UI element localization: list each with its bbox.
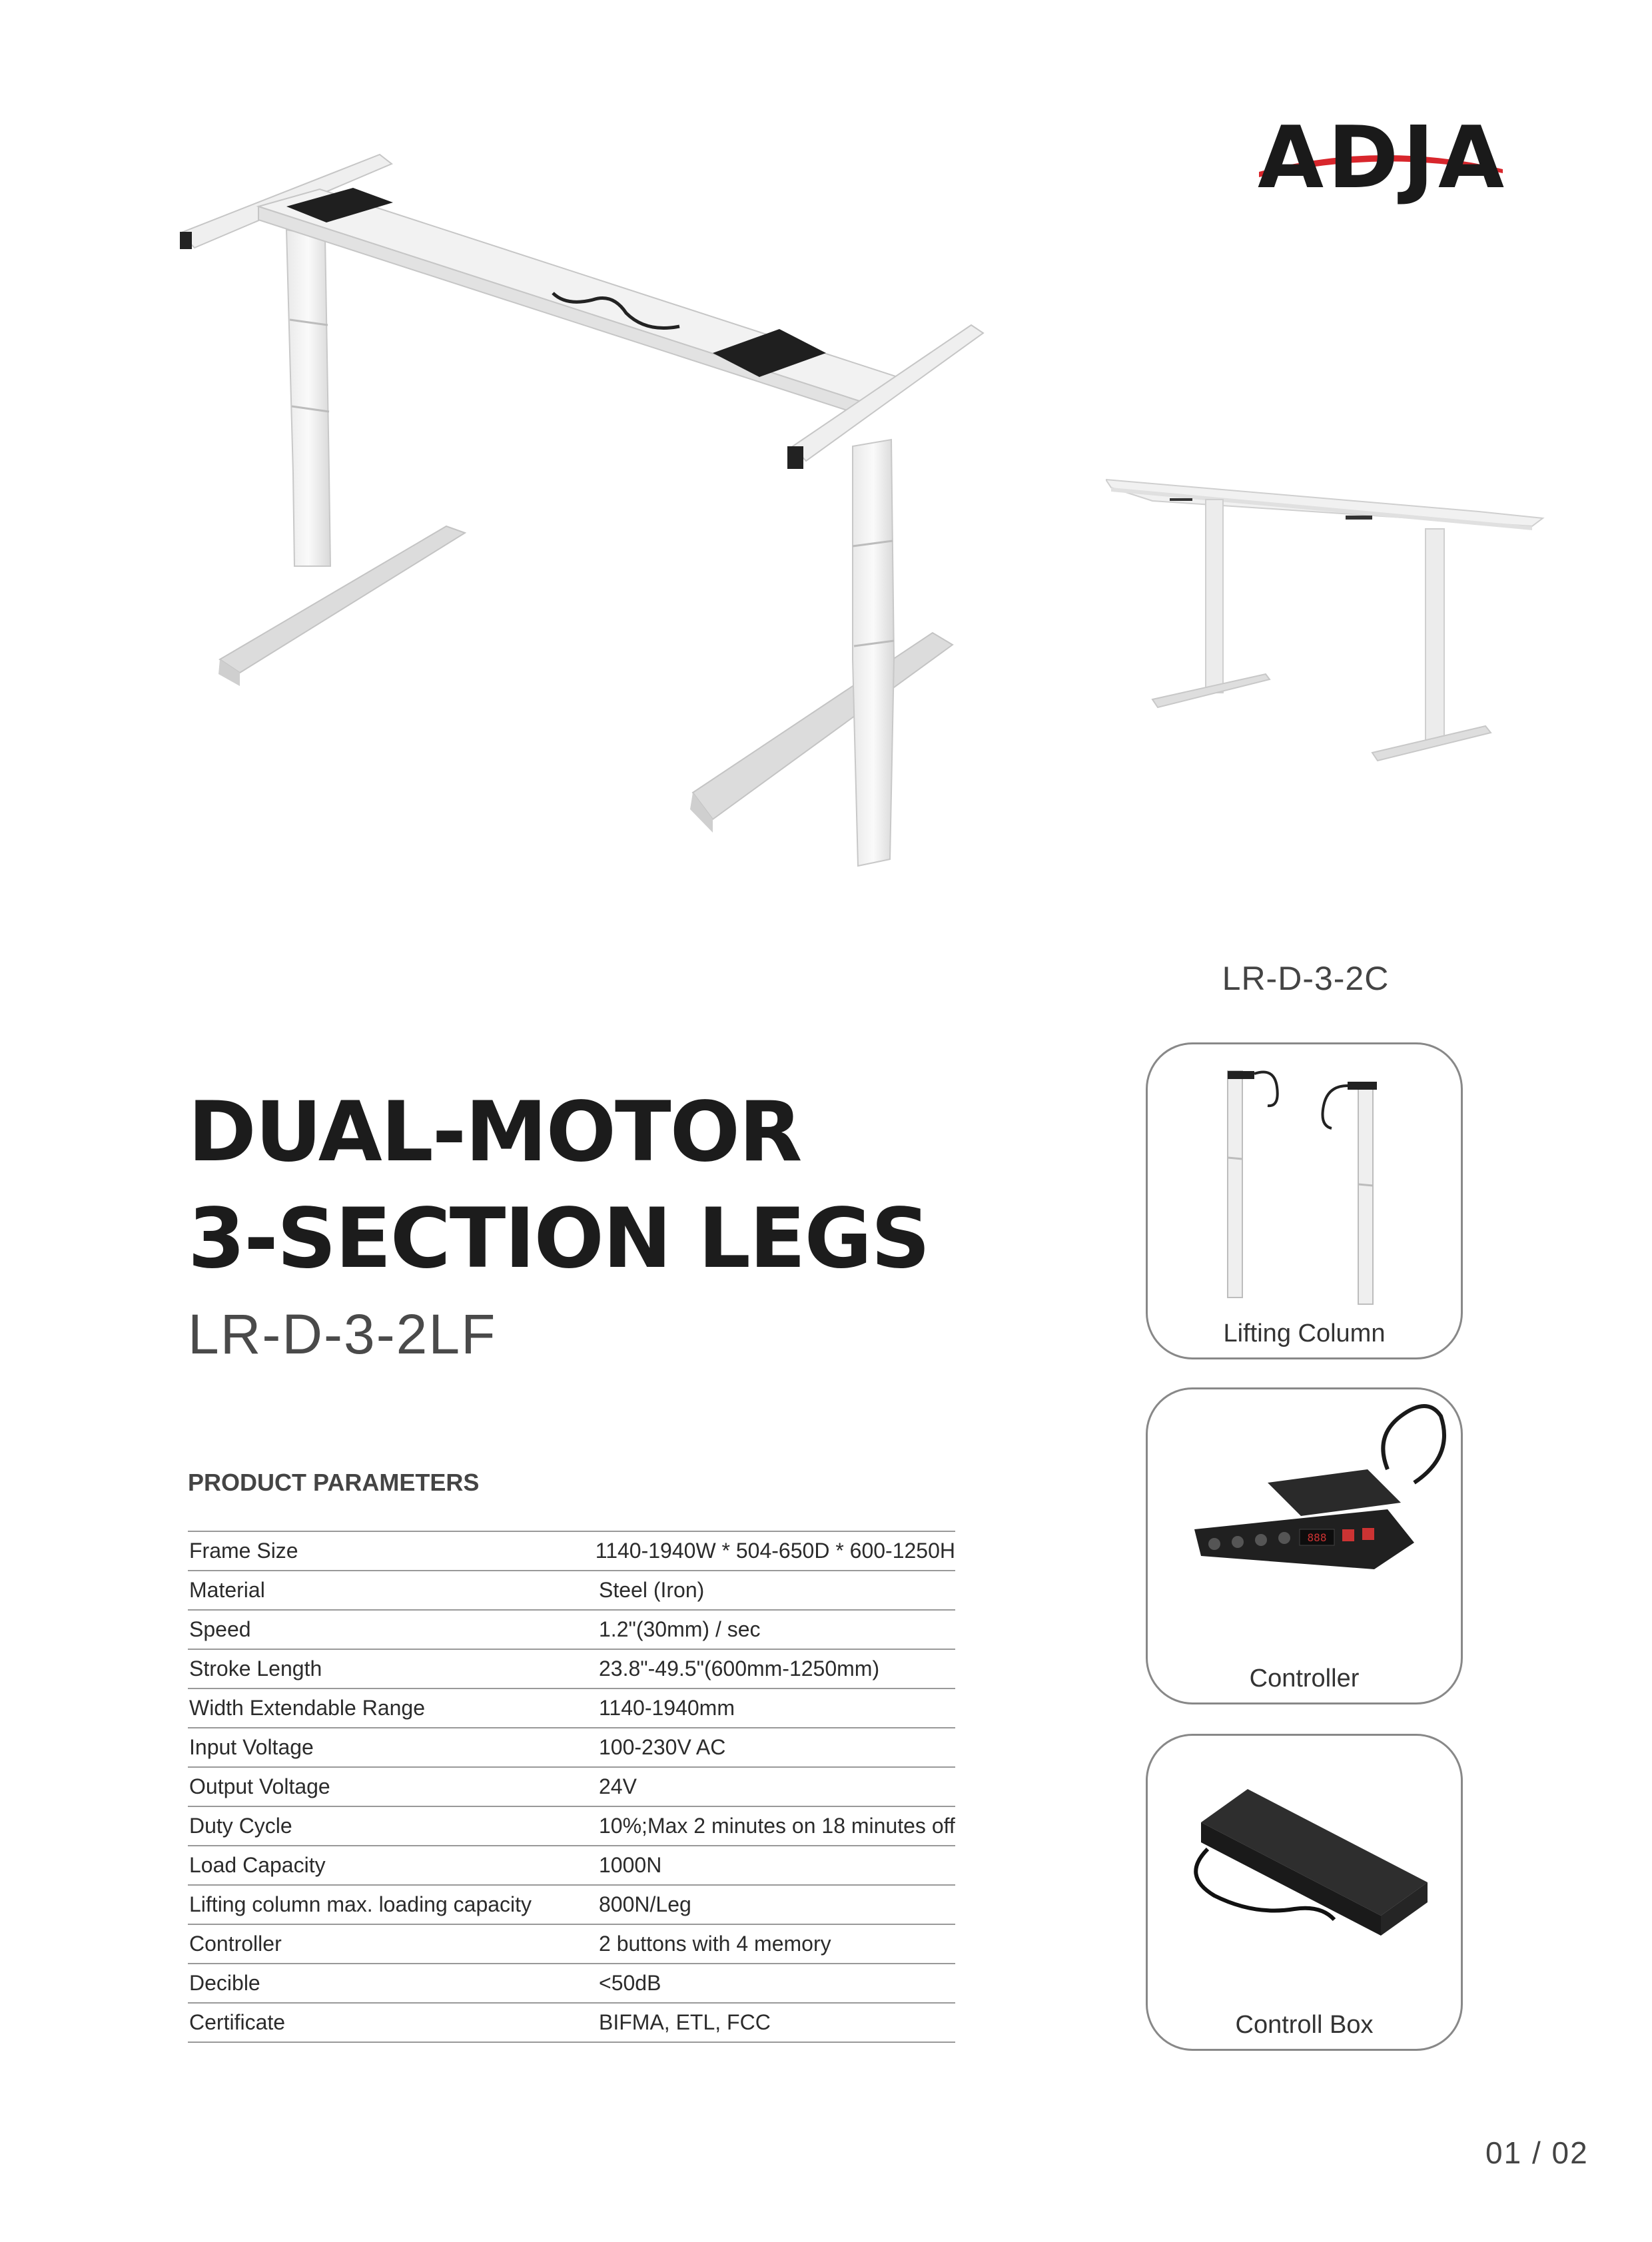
param-label: Load Capacity <box>189 1853 326 1877</box>
product-title <box>188 1079 1120 1292</box>
param-label: Controller <box>189 1932 282 1956</box>
page-number: 01 / 02 <box>1485 2135 1589 2170</box>
param-value: 1140-1940W * 504-650D * 600-1250H <box>595 1539 955 1563</box>
param-row <box>188 1964 955 2004</box>
params-table <box>188 1531 955 2043</box>
param-label: Width Extendable Range <box>189 1696 425 1720</box>
desk-frame-illustration <box>180 153 986 1006</box>
param-row <box>188 1689 955 1728</box>
param-value: 23.8"-49.5"(600mm-1250mm) <box>599 1657 880 1681</box>
param-row <box>188 1611 955 1650</box>
alt-model-label: LR-D-3-2C <box>1222 960 1390 997</box>
model-number: LR-D-3-2LF <box>188 1303 497 1365</box>
logo-text: ADJA <box>1258 109 1508 208</box>
param-row <box>188 1768 955 1807</box>
param-row <box>188 1728 955 1768</box>
param-label: Lifting column max. loading capacity <box>189 1892 532 1916</box>
component-card-control-box <box>1146 1734 1463 2051</box>
param-label: Duty Cycle <box>189 1814 292 1838</box>
param-label: Input Voltage <box>189 1735 314 1759</box>
param-value: 24V <box>599 1774 637 1798</box>
param-row <box>188 1571 955 1611</box>
title-line-1: DUAL-MOTOR <box>188 1084 801 1180</box>
param-value: BIFMA, ETL, FCC <box>599 2010 771 2034</box>
component-card-controller <box>1146 1387 1463 1704</box>
param-row <box>188 1532 955 1571</box>
param-row <box>188 1846 955 1886</box>
param-value: Steel (Iron) <box>599 1578 705 1602</box>
param-value: 1140-1940mm <box>599 1696 735 1720</box>
lifting-column-caption: Lifting Column <box>1223 1319 1386 1347</box>
param-value: 10%;Max 2 minutes on 18 minutes off <box>599 1814 955 1838</box>
assembled-desk-illustration <box>1106 460 1545 773</box>
param-value: 100-230V AC <box>599 1735 726 1759</box>
params-heading: PRODUCT PARAMETERS <box>188 1469 480 1496</box>
param-row <box>188 1650 955 1689</box>
component-card-lifting-column <box>1146 1042 1463 1359</box>
param-label: Output Voltage <box>189 1774 330 1798</box>
param-value: <50dB <box>599 1971 661 1995</box>
param-label: Frame Size <box>189 1539 298 1563</box>
param-label: Decible <box>189 1971 260 1995</box>
title-line-2: 3-SECTION LEGS <box>188 1191 929 1287</box>
param-label: Material <box>189 1578 265 1602</box>
param-row <box>188 2004 955 2043</box>
param-label: Certificate <box>189 2010 286 2034</box>
param-row <box>188 1886 955 1925</box>
param-value: 1000N <box>599 1853 662 1877</box>
control-box-icon <box>1148 1736 1461 2002</box>
param-value: 800N/Leg <box>599 1892 691 1916</box>
brand-logo <box>1258 109 1508 208</box>
param-row <box>188 1807 955 1846</box>
param-value: 2 buttons with 4 memory <box>599 1932 831 1956</box>
lifting-column-icon <box>1148 1044 1461 1311</box>
param-label: Speed <box>189 1617 251 1641</box>
param-value: 1.2"(30mm) / sec <box>599 1617 761 1641</box>
param-label: Stroke Length <box>189 1657 322 1681</box>
controller-icon <box>1148 1389 1461 1656</box>
controller-display: 888 <box>1307 1531 1327 1544</box>
controller-caption: Controller <box>1249 1665 1360 1692</box>
control-box-caption: Controll Box <box>1235 2011 1374 2039</box>
param-row <box>188 1925 955 1964</box>
